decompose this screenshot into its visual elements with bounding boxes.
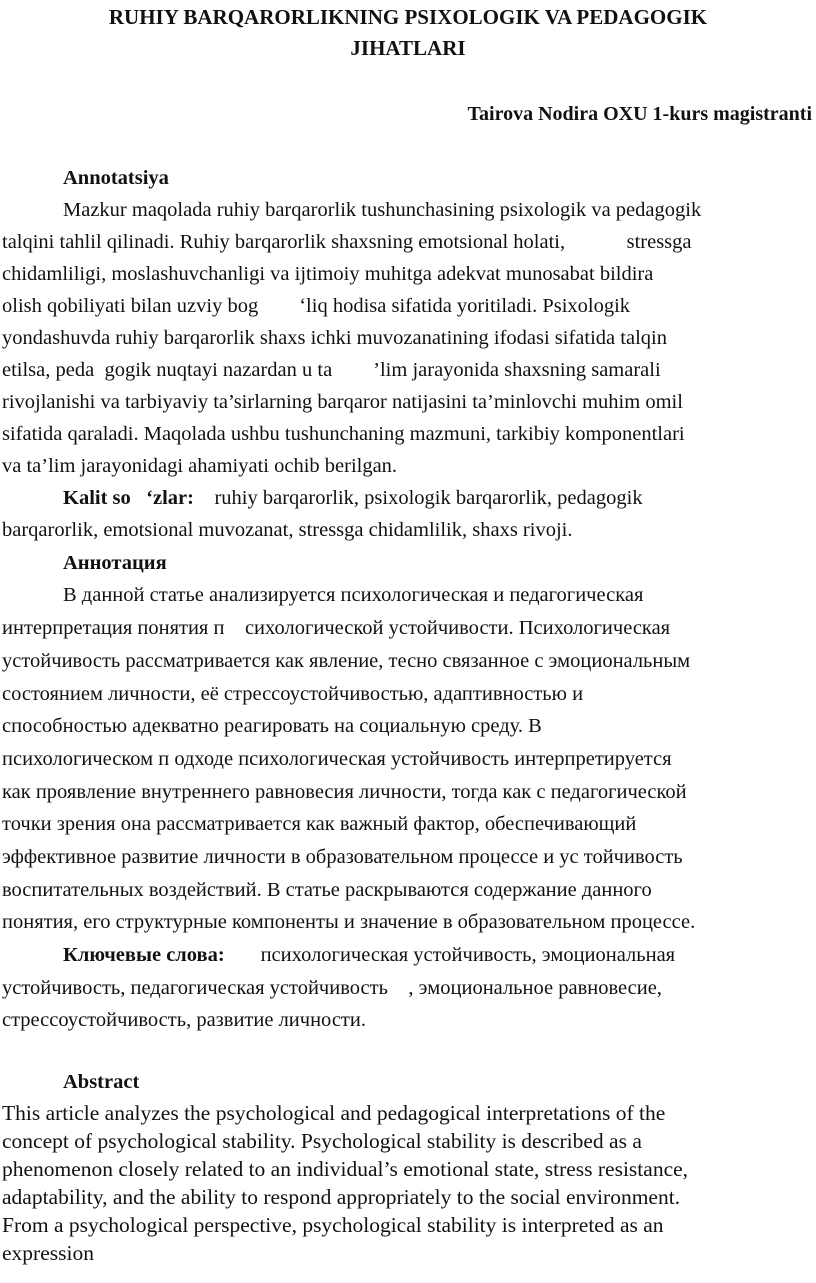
ru-keywords bbox=[63, 939, 675, 971]
article-title bbox=[40, 2, 776, 64]
title-line-1: RUHIY BARQARORLIKNING PSIXOLOGIK VA PEDAGOGIK bbox=[108, 5, 708, 29]
ru-annotation-heading: Аннотация bbox=[63, 552, 167, 574]
en-line: concept of psychological stability. Psychological stability is described as a bbox=[2, 1129, 642, 1153]
uz-annotation-heading: Annotatsiya bbox=[63, 167, 169, 189]
en-line: phenomenon closely related to an individual’s emotional state, stress resistance, bbox=[2, 1157, 689, 1181]
en-line: This article analyzes the psychological and pedagogical interpretations of the bbox=[2, 1101, 666, 1125]
ru-line: понятия, его структурные компоненты и значение в образовательном процессе. bbox=[2, 911, 696, 933]
uz-keywords-line-2: barqarorlik, emotsional muvozanat, stressga chidamlilik, shaxs rivoji. bbox=[2, 519, 573, 541]
ru-keywords-line-3: стрессоустойчивость, развитие личности. bbox=[2, 1009, 366, 1031]
uz-line: Mazkur maqolada ruhiy barqarorlik tushunchasining psixologik va pedagogik bbox=[63, 199, 702, 221]
uz-line: rivojlanishi va tarbiyaviy ta’sirlarning barqaror natijasini ta’minlovchi muhim omil bbox=[2, 391, 683, 413]
uz-line: va ta’lim jarayonidagi ahamiyati ochib berilgan. bbox=[2, 455, 398, 477]
ru-line: устойчивость рассматривается как явление, тесно связанное с эмоциональным bbox=[2, 650, 691, 672]
ru-line: состоянием личности, её стрессоустойчивостью, адаптивностью и bbox=[2, 683, 584, 705]
en-line: expression bbox=[2, 1241, 94, 1265]
uz-line: talqini tahlil qilinadi. Ruhiy barqarorlik shaxsning emotsional holati, stressga bbox=[2, 231, 692, 253]
uz-line: olish qobiliyati bilan uzviy bog ‘liq hodisa sifatida yoritiladi. Psixologik bbox=[2, 295, 631, 317]
uz-line: chidamliligi, moslashuvchanligi va ijtimoiy muhitga adekvat munosabat bildira bbox=[2, 263, 654, 285]
uz-line: etilsa, peda gogik nuqtayi nazardan u ta ’lim jarayonida shaxsning samarali bbox=[2, 359, 661, 381]
ru-line: способностью адекватно реагировать на социальную среду. В bbox=[2, 715, 542, 737]
en-line: adaptability, and the ability to respond appropriately to the social environment. bbox=[2, 1185, 681, 1209]
title-line-2: JIHATLARI bbox=[350, 36, 466, 60]
uz-keywords-text: ruhiy barqarorlik, psixologik barqarorlik, pedagogik bbox=[214, 487, 643, 509]
ru-line: точки зрения она рассматривается как важный фактор, обеспечивающий bbox=[2, 813, 637, 835]
en-line: From a psychological perspective, psychological stability is interpreted as an bbox=[2, 1213, 664, 1237]
ru-line: воспитательных воздействий. В статье раскрываются содержание данного bbox=[2, 879, 652, 901]
en-abstract-heading: Abstract bbox=[63, 1071, 140, 1093]
ru-line: как проявление внутреннего равновесия личности, тогда как с педагогической bbox=[2, 781, 687, 803]
author-line: Tairova Nodira OXU 1-kurs magistranti bbox=[467, 103, 812, 125]
ru-keywords-line-2: устойчивость, педагогическая устойчивость , эмоциональное равновесие, bbox=[2, 977, 662, 999]
ru-keywords-text: психологическая устойчивость, эмоциональная bbox=[260, 944, 676, 966]
uz-keywords bbox=[63, 482, 643, 514]
ru-line: интерпретация понятия п сихологической устойчивости. Психологическая bbox=[2, 617, 671, 639]
uz-line: yondashuvda ruhiy barqarorlik shaxs ichki muvozanatining ifodasi sifatida talqin bbox=[2, 327, 667, 349]
ru-keywords-label: Ключевые слова: bbox=[63, 944, 225, 966]
ru-line: В данной статье анализируется психологическая и педагогическая bbox=[63, 584, 644, 606]
uz-line: sifatida qaraladi. Maqolada ushbu tushunchaning mazmuni, tarkibiy komponentlari bbox=[2, 423, 685, 445]
uz-keywords-label: Kalit so ‘zlar: bbox=[63, 487, 194, 509]
ru-line: психологическом п одходе психологическая устойчивость интерпретируется bbox=[2, 748, 672, 770]
ru-line: эффективное развитие личности в образовательном процессе и ус тойчивость bbox=[2, 846, 683, 868]
